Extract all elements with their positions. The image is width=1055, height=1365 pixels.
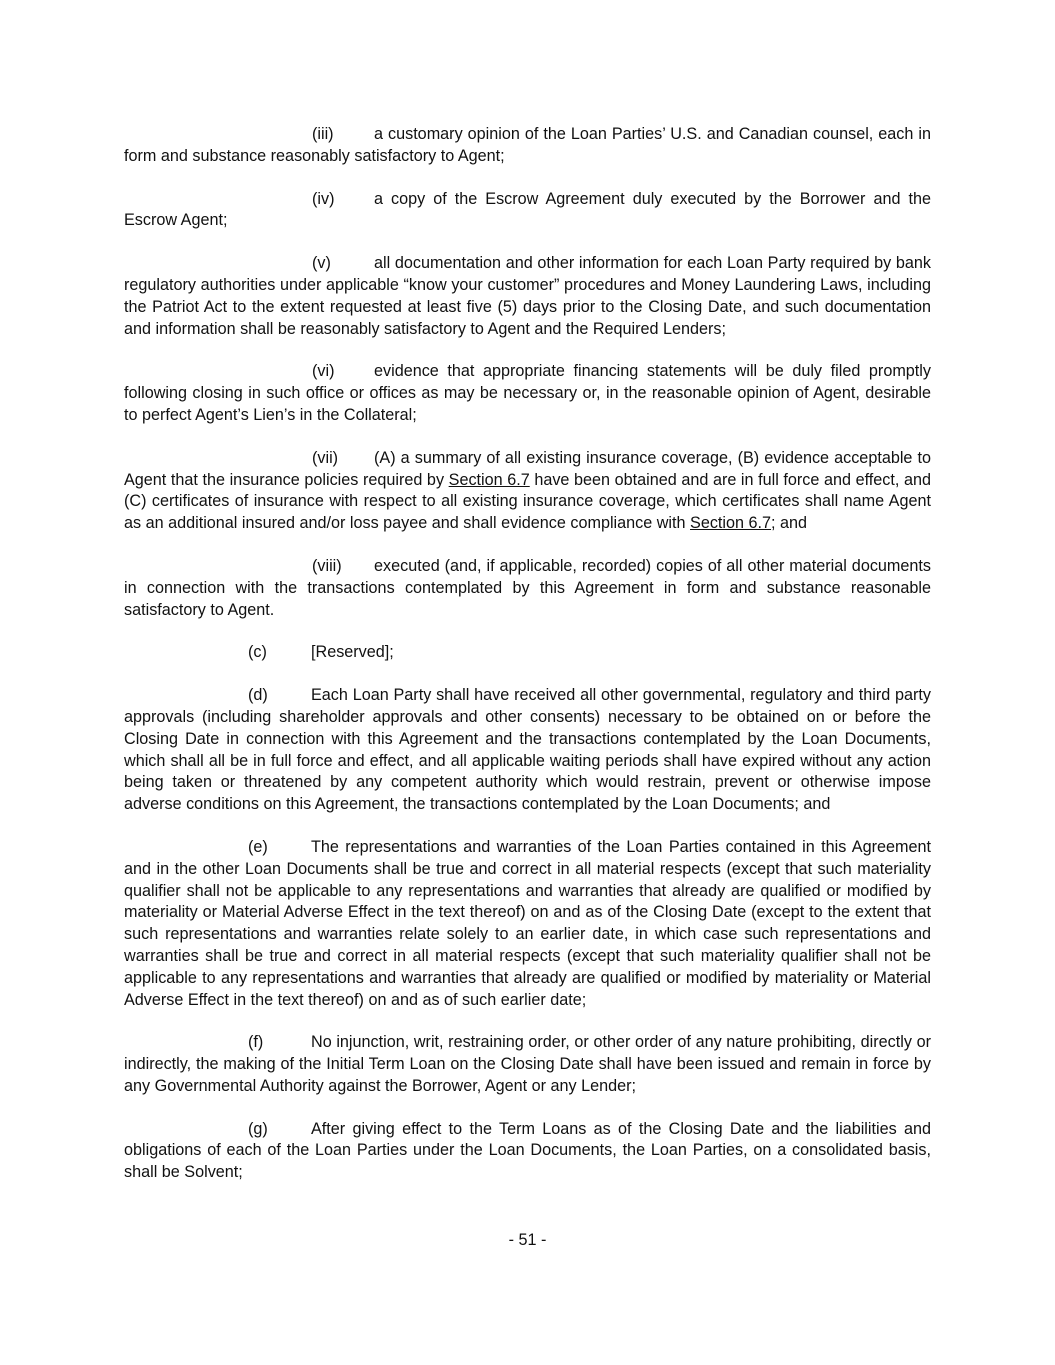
paragraph-viii bbox=[124, 556, 931, 621]
paragraph-text: have been obtained and are in full force and effect, and (C) certificates of insurance with respect to all existing insurance coverage, which certificates shall name Agent as an additional insured and/or loss payee and shall evidence compliance with bbox=[124, 470, 931, 533]
paragraph-f bbox=[124, 1032, 931, 1097]
section-reference-link[interactable]: Section 6.7 bbox=[690, 514, 772, 533]
paragraph-iii bbox=[124, 124, 931, 168]
paragraph-text: The representations and warranties of the Loan Parties contained in this Agreement and in the other Loan Documents shall be true and correct in all material respects (except that such materiality qualifier shall not be applicable to any representations and warranties that already are qualified or modified by materiality or Material Adverse Effect in the text thereof) on and as of the Closing Date (except to the extent that such representations and warranties relate solely to an earlier date, in which case such representations and warranties shall be true and correct in all material respects (except that such materiality qualifier shall not be applicable to any representations and warranties that already are qualified or modified by materiality or Material Adverse Effect in the text thereof) on and as of such earlier date; bbox=[124, 837, 931, 1009]
paragraph-text: (A) a summary of all existing insurance coverage, (B) evidence acceptable to Agent that the insurance policies required by bbox=[124, 448, 931, 489]
paragraph-text: evidence that appropriate financing statements will be duly filed promptly following closing in such office or offices as may be necessary or, in the reasonable opinion of Agent, desirable to perfect Agent’s Lien’s in the Collateral; bbox=[124, 362, 931, 424]
section-reference-link[interactable]: Section 6.7 bbox=[448, 470, 530, 489]
page-number: - 51 - bbox=[508, 1231, 547, 1249]
paragraph-label: (e) bbox=[248, 837, 268, 856]
document-body bbox=[124, 124, 931, 1184]
paragraph-label: (iii) bbox=[312, 125, 334, 143]
paragraph-text: a copy of the Escrow Agreement duly executed by the Borrower and the Escrow Agent; bbox=[124, 189, 931, 230]
paragraph-vi bbox=[124, 361, 931, 426]
paragraph-label: (f) bbox=[248, 1033, 264, 1052]
paragraph-text: [Reserved]; bbox=[311, 643, 394, 662]
paragraph-label: (d) bbox=[248, 686, 268, 705]
paragraph-v bbox=[124, 253, 931, 340]
paragraph-g bbox=[124, 1119, 931, 1184]
paragraph-text: ; and bbox=[771, 514, 808, 533]
paragraph-label: (vii) bbox=[312, 448, 339, 467]
paragraph-text: No injunction, writ, restraining order, or other order of any nature prohibiting, directly or indirectly, the making of the Initial Term Loan on the Closing Date shall have been issued and remain in force by any Governmental Authority against the Borrower, Agent or any Lender; bbox=[124, 1033, 931, 1095]
paragraph-label: (g) bbox=[248, 1119, 268, 1138]
paragraph-text: executed (and, if applicable, recorded) copies of all other material documents in connection with the transactions contemplated by this Agreement in form and substance reasonable satisfactory to Agent. bbox=[124, 556, 931, 619]
paragraph-label: (vi) bbox=[312, 362, 335, 381]
paragraph-e bbox=[124, 837, 931, 1011]
paragraph-d bbox=[124, 685, 931, 816]
paragraph-c bbox=[124, 642, 931, 664]
paragraph-vii bbox=[124, 448, 931, 535]
paragraph-text: After giving effect to the Term Loans as of the Closing Date and the liabilities and obligations of each of the Loan Parties under the Loan Documents, the Loan Parties, on a consolidated basis, shall be Solvent; bbox=[124, 1119, 931, 1182]
paragraph-text: Each Loan Party shall have received all other governmental, regulatory and third party approvals (including shareholder approvals and other consents) necessary to be obtained on or before the Closing Date in connection with this Agreement and the transactions contemplated by the Loan Documents, which shall all be in full force and effect, and all applicable waiting periods shall have expired without any action being taken or threatened by any competent authority which would restrain, prevent or otherwise impose adverse conditions on this Agreement, the transactions contemplated by the Loan Documents; and bbox=[124, 686, 931, 814]
paragraph-text: all documentation and other information for each Loan Party required by bank regulatory authorities under applicable “know your customer” procedures and Money Laundering Laws, including the Patriot Act to the extent requested at least five (5) days prior to the Closing Date, and such documentation and information shall be reasonably satisfactory to Agent and the Required Lenders; bbox=[124, 254, 931, 338]
paragraph-label: (iv) bbox=[312, 189, 335, 208]
paragraph-label: (viii) bbox=[312, 556, 342, 575]
paragraph-iv bbox=[124, 189, 931, 233]
paragraph-text: a customary opinion of the Loan Parties’ U.S. and Canadian counsel, each in form and substance reasonably satisfactory to Agent; bbox=[124, 125, 931, 165]
paragraph-label: (v) bbox=[312, 254, 331, 273]
paragraph-label: (c) bbox=[248, 643, 267, 662]
